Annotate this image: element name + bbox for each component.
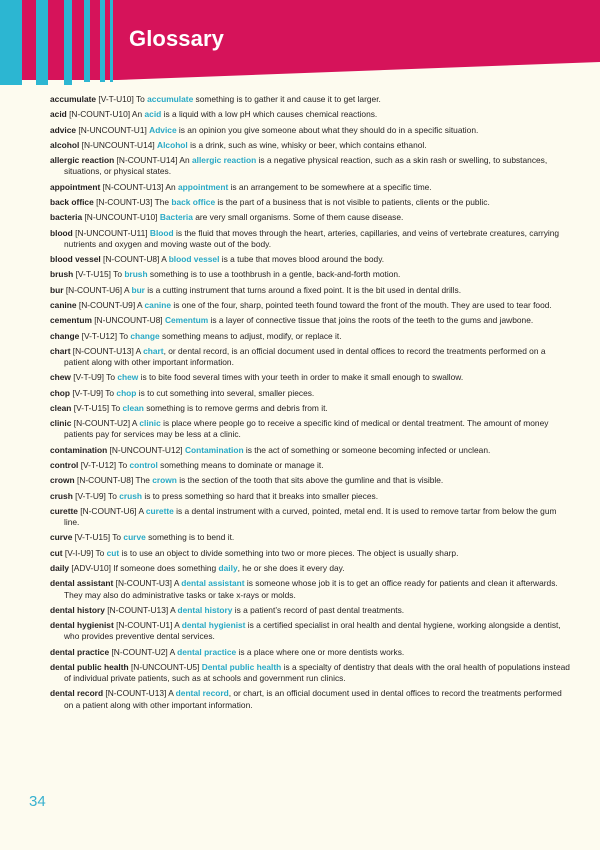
highlighted-term: dental hygienist: [181, 620, 246, 631]
glossary-entry: [50, 620, 570, 642]
grammar-tag: [N-UNCOUNT-U5]: [128, 661, 202, 672]
grammar-tag: [V-T-U9]: [70, 372, 107, 383]
definition-text: is a tube that moves blood around the body.: [219, 254, 385, 265]
glossary-term: dental practice: [50, 646, 110, 657]
glossary-term: bacteria: [50, 212, 83, 223]
glossary-term: curve: [50, 532, 73, 543]
highlighted-term: curette: [145, 505, 174, 516]
highlighted-term: control: [129, 460, 158, 471]
glossary-entry: [50, 109, 570, 120]
highlighted-term: Bacteria: [159, 212, 193, 223]
highlighted-term: brush: [124, 269, 148, 280]
grammar-tag: [ADV-U10]: [69, 563, 114, 574]
definition-lead: To: [135, 94, 148, 104]
glossary-entry: [50, 346, 570, 368]
highlighted-term: daily: [218, 563, 238, 574]
glossary-entry: [50, 155, 570, 177]
page-title: Glossary: [129, 26, 224, 51]
glossary-entry: [50, 388, 570, 399]
grammar-tag: [N-UNCOUNT-U14]: [79, 139, 158, 150]
glossary-term: advice: [50, 124, 77, 135]
grammar-tag: [N-COUNT-U13]: [103, 688, 169, 699]
definition-text: something is to remove germs and debris from it.: [143, 402, 328, 413]
definition-lead: A: [137, 299, 145, 310]
glossary-term: canine: [50, 299, 77, 310]
definition-text: is to use an object to divide something into two or more pieces. The object is usually sharp.: [119, 547, 459, 558]
highlighted-term: dental record: [175, 688, 229, 699]
grammar-tag: [N-UNCOUNT-U12]: [107, 444, 185, 455]
glossary-entry: [50, 688, 570, 710]
definition-text: is a negative physical reaction, such as a skin rash or swelling, to substances, situations, or physical states.: [64, 155, 548, 177]
definition-lead: A: [174, 620, 182, 631]
glossary-term: chart: [50, 345, 71, 356]
grammar-tag: [N-COUNT-U2]: [71, 418, 132, 429]
glossary-list: [50, 94, 570, 715]
glossary-entry: [50, 94, 570, 105]
glossary-entry: [50, 460, 570, 471]
definition-text: is to press something so hard that it breaks into smaller pieces.: [142, 490, 379, 501]
grammar-tag: [V-T-U10]: [96, 94, 136, 104]
highlighted-term: curve: [123, 532, 146, 543]
definition-text: , or dental record, is an official document used in dental offices to record the treatments performed on a patient along with other important information.: [64, 345, 546, 368]
grammar-tag: [N-COUNT-U13]: [100, 181, 166, 192]
glossary-entry: [50, 228, 570, 250]
glossary-entry: [50, 125, 570, 136]
definition-text: is place where people go to receive a specific kind of medical or dental treatment. The amount of money patients pay for services may be less at a clinic.: [64, 418, 549, 440]
definition-text: is an opinion you give someone about what they should do in a specific situation.: [176, 124, 479, 135]
glossary-entry: [50, 532, 570, 543]
definition-lead: The: [154, 196, 172, 207]
stripe-1: [0, 0, 22, 85]
highlighted-term: Contamination: [184, 444, 244, 455]
grammar-tag: [N-COUNT-U14]: [114, 155, 180, 166]
highlighted-term: blood vessel: [168, 254, 220, 265]
glossary-entry: [50, 269, 570, 280]
grammar-tag: [N-UNCOUNT-U10]: [82, 212, 160, 223]
definition-text: is the part of a business that is not visible to patients, clients or the public.: [215, 196, 490, 207]
grammar-tag: [N-UNCOUNT-U11]: [72, 227, 150, 238]
definition-lead: An: [131, 109, 145, 120]
highlighted-term: crown: [152, 475, 177, 486]
grammar-tag: [N-COUNT-U13]: [104, 604, 171, 615]
highlighted-term: Alcohol: [157, 139, 188, 150]
grammar-tag: [V-T-U12]: [79, 330, 120, 341]
definition-lead: A: [169, 646, 178, 657]
grammar-tag: [N-COUNT-U9]: [76, 299, 138, 310]
glossary-entry: [50, 578, 570, 600]
glossary-term: cut: [50, 547, 63, 558]
grammar-tag: [N-COUNT-U6]: [77, 505, 139, 516]
glossary-entry: [50, 475, 570, 486]
glossary-entry: [50, 285, 570, 296]
glossary-entry: [50, 647, 570, 658]
glossary-term: accumulate: [50, 94, 97, 104]
glossary-entry: [50, 506, 570, 528]
glossary-entry: [50, 491, 570, 502]
definition-lead: If someone does something: [113, 563, 219, 574]
grammar-tag: [N-COUNT-U8]: [100, 254, 162, 265]
definition-text: is someone whose job it is to get an office ready for patients and clean it afterwards. They may also do administrative tasks or take x-rays or molds.: [64, 578, 558, 600]
definition-lead: To: [111, 402, 123, 413]
grammar-tag: [N-COUNT-U1]: [113, 620, 175, 631]
definition-text: is an arrangement to be somewhere at a specific time.: [228, 181, 432, 192]
grammar-tag: [V-I-U9]: [62, 547, 96, 558]
definition-text: is a dental instrument with a curved, pointed, metal end. It is used to remove tartar from below the gum line.: [64, 505, 557, 528]
stripe-3: [64, 0, 72, 85]
definition-lead: An: [179, 155, 192, 166]
definition-text: is a specialty of dentistry that deals with the oral health of populations instead of individual private patients, such as at schools and government run clinics.: [64, 661, 570, 684]
definition-text: is the fluid that moves through the heart, arteries, capillaries, and veins of vertebrate creatures, carrying nutrients and oxygen and moving waste out of the body.: [64, 227, 560, 249]
highlighted-term: Advice: [149, 124, 177, 135]
highlighted-term: bur: [131, 284, 145, 295]
grammar-tag: [N-COUNT-U2]: [109, 646, 170, 657]
highlighted-term: Cementum: [164, 315, 209, 326]
glossary-entry: [50, 331, 570, 342]
definition-lead: A: [124, 284, 132, 295]
glossary-entry: [50, 140, 570, 151]
grammar-tag: [N-COUNT-U8]: [74, 475, 136, 486]
definition-lead: A: [173, 578, 182, 589]
glossary-entry: [50, 563, 570, 574]
definition-text: is one of the four, sharp, pointed teeth found toward the front of the mouth. They are used to tear food.: [171, 299, 552, 310]
definition-lead: To: [118, 460, 130, 471]
glossary-term: dental hygienist: [50, 620, 114, 631]
glossary-term: curette: [50, 505, 78, 516]
glossary-term: dental record: [50, 688, 104, 699]
grammar-tag: [V-T-U9]: [72, 490, 109, 501]
definition-text: is a drink, such as wine, whisky or beer, which contains ethanol.: [187, 139, 427, 150]
definition-lead: To: [112, 532, 124, 543]
definition-text: is a layer of connective tissue that joins the roots of the teeth to the gums and jawbone.: [208, 315, 534, 326]
glossary-term: crown: [50, 475, 75, 486]
grammar-tag: [V-T-U12]: [78, 460, 119, 471]
definition-text: , or chart, is an official document used in dental offices to record the treatments performed on a patient along with other important information.: [64, 688, 562, 710]
glossary-entry: [50, 197, 570, 208]
stripe-6: [110, 0, 113, 82]
definition-lead: A: [168, 688, 176, 699]
definition-lead: To: [113, 269, 125, 280]
glossary-term: bur: [50, 284, 64, 295]
definition-text: is the act of something or someone becoming infected or unclean.: [243, 444, 491, 455]
glossary-entry: [50, 403, 570, 414]
glossary-entry: [50, 254, 570, 265]
glossary-entry: [50, 605, 570, 616]
highlighted-term: chop: [116, 387, 137, 398]
glossary-term: change: [50, 330, 80, 341]
glossary-term: clinic: [50, 418, 72, 429]
highlighted-term: dental practice: [177, 646, 237, 657]
glossary-term: dental history: [50, 604, 105, 615]
glossary-term: alcohol: [50, 139, 80, 150]
stripe-2: [36, 0, 48, 85]
highlighted-term: chart: [143, 345, 164, 356]
grammar-tag: [V-T-U9]: [70, 387, 106, 398]
definition-lead: A: [170, 604, 178, 615]
glossary-term: appointment: [50, 181, 101, 192]
definition-lead: To: [108, 490, 120, 501]
glossary-term: brush: [50, 269, 74, 280]
glossary-term: back office: [50, 196, 94, 207]
glossary-term: dental public health: [50, 661, 129, 672]
highlighted-term: cut: [106, 547, 120, 558]
definition-text: something is to bend it.: [145, 532, 235, 543]
glossary-term: blood: [50, 227, 73, 238]
definition-text: is to bite food several times with your teeth in order to make it small enough to swallow.: [138, 372, 464, 383]
grammar-tag: [N-COUNT-U6]: [63, 284, 124, 295]
glossary-entry: [50, 212, 570, 223]
glossary-term: daily: [50, 563, 70, 574]
definition-text: , he or she does it every day.: [237, 563, 345, 574]
grammar-tag: [V-T-U15]: [73, 269, 114, 280]
highlighted-term: chew: [117, 372, 139, 383]
stripe-5: [100, 0, 105, 82]
definition-text: something means to adjust, modify, or replace it.: [159, 330, 342, 341]
highlighted-term: dental history: [177, 604, 233, 615]
highlighted-term: accumulate: [147, 94, 194, 104]
definition-lead: A: [135, 345, 144, 356]
glossary-term: blood vessel: [50, 254, 101, 265]
definition-text: is to cut something into several, smaller pieces.: [136, 387, 315, 398]
definition-text: are very small organisms. Some of them cause disease.: [192, 212, 404, 223]
highlighted-term: allergic reaction: [191, 155, 257, 166]
glossary-term: chew: [50, 372, 71, 383]
grammar-tag: [N-UNCOUNT-U1]: [76, 124, 150, 135]
definition-lead: To: [119, 330, 131, 341]
definition-text: is the section of the tooth that sits above the gumline and that is visible.: [176, 475, 444, 486]
highlighted-term: crush: [119, 490, 143, 501]
glossary-term: clean: [50, 402, 72, 413]
glossary-term: allergic reaction: [50, 155, 115, 166]
highlighted-term: clean: [122, 402, 144, 413]
glossary-entry: [50, 315, 570, 326]
grammar-tag: [N-UNCOUNT-U8]: [91, 315, 165, 326]
glossary-term: crush: [50, 490, 73, 501]
definition-lead: To: [105, 387, 117, 398]
definition-text: something is to gather it and cause it to get larger.: [193, 94, 381, 104]
header-banner: [0, 0, 600, 95]
highlighted-term: back office: [171, 196, 216, 207]
definition-lead: To: [95, 547, 107, 558]
glossary-entry: [50, 372, 570, 383]
definition-text: is a liquid with a low pH which causes chemical reactions.: [161, 109, 378, 120]
definition-text: is a cutting instrument that turns around a fixed point. It is the bit used in dental drills.: [144, 284, 462, 295]
grammar-tag: [N-COUNT-U3]: [113, 578, 174, 589]
glossary-term: contamination: [50, 444, 108, 455]
grammar-tag: [V-T-U15]: [72, 532, 113, 543]
glossary-term: acid: [50, 109, 67, 120]
grammar-tag: [N-COUNT-U3]: [93, 196, 155, 207]
definition-text: is a certified specialist in oral health and dental hygiene, working alongside a dentist, who provides preventive dental services.: [64, 620, 561, 642]
grammar-tag: [N-COUNT-U10]: [66, 109, 132, 120]
glossary-term: chop: [50, 387, 71, 398]
glossary-term: dental assistant: [50, 578, 114, 589]
definition-text: is a patient’s record of past dental treatments.: [232, 604, 405, 615]
definition-lead: A: [161, 254, 169, 265]
stripe-4: [84, 0, 90, 82]
header-graphic: [0, 0, 600, 95]
highlighted-term: change: [130, 330, 160, 341]
glossary-entry: [50, 662, 570, 684]
glossary-entry: [50, 548, 570, 559]
glossary-entry: [50, 300, 570, 311]
glossary-term: control: [50, 460, 79, 471]
glossary-entry: [50, 182, 570, 193]
definition-lead: A: [131, 418, 140, 429]
glossary-entry: [50, 418, 570, 440]
highlighted-term: canine: [144, 299, 172, 310]
definition-lead: An: [165, 181, 178, 192]
highlighted-term: appointment: [177, 181, 229, 192]
definition-lead: To: [106, 372, 118, 383]
grammar-tag: [V-T-U15]: [71, 402, 112, 413]
highlighted-term: clinic: [139, 418, 161, 429]
glossary-entry: [50, 445, 570, 456]
definition-text: something means to dominate or manage it.: [157, 460, 324, 471]
definition-lead: A: [138, 505, 146, 516]
page-number: 34: [29, 793, 46, 810]
glossary-term: cementum: [50, 315, 92, 326]
highlighted-term: dental assistant: [181, 578, 245, 589]
grammar-tag: [N-COUNT-U13]: [70, 345, 136, 356]
definition-lead: The: [135, 475, 153, 486]
highlighted-term: acid: [144, 109, 162, 120]
definition-text: something is to use a toothbrush in a gentle, back-and-forth motion.: [147, 269, 401, 280]
definition-text: is a place where one or more dentists works.: [236, 646, 405, 657]
highlighted-term: Dental public health: [201, 661, 282, 672]
highlighted-term: Blood: [149, 227, 174, 238]
